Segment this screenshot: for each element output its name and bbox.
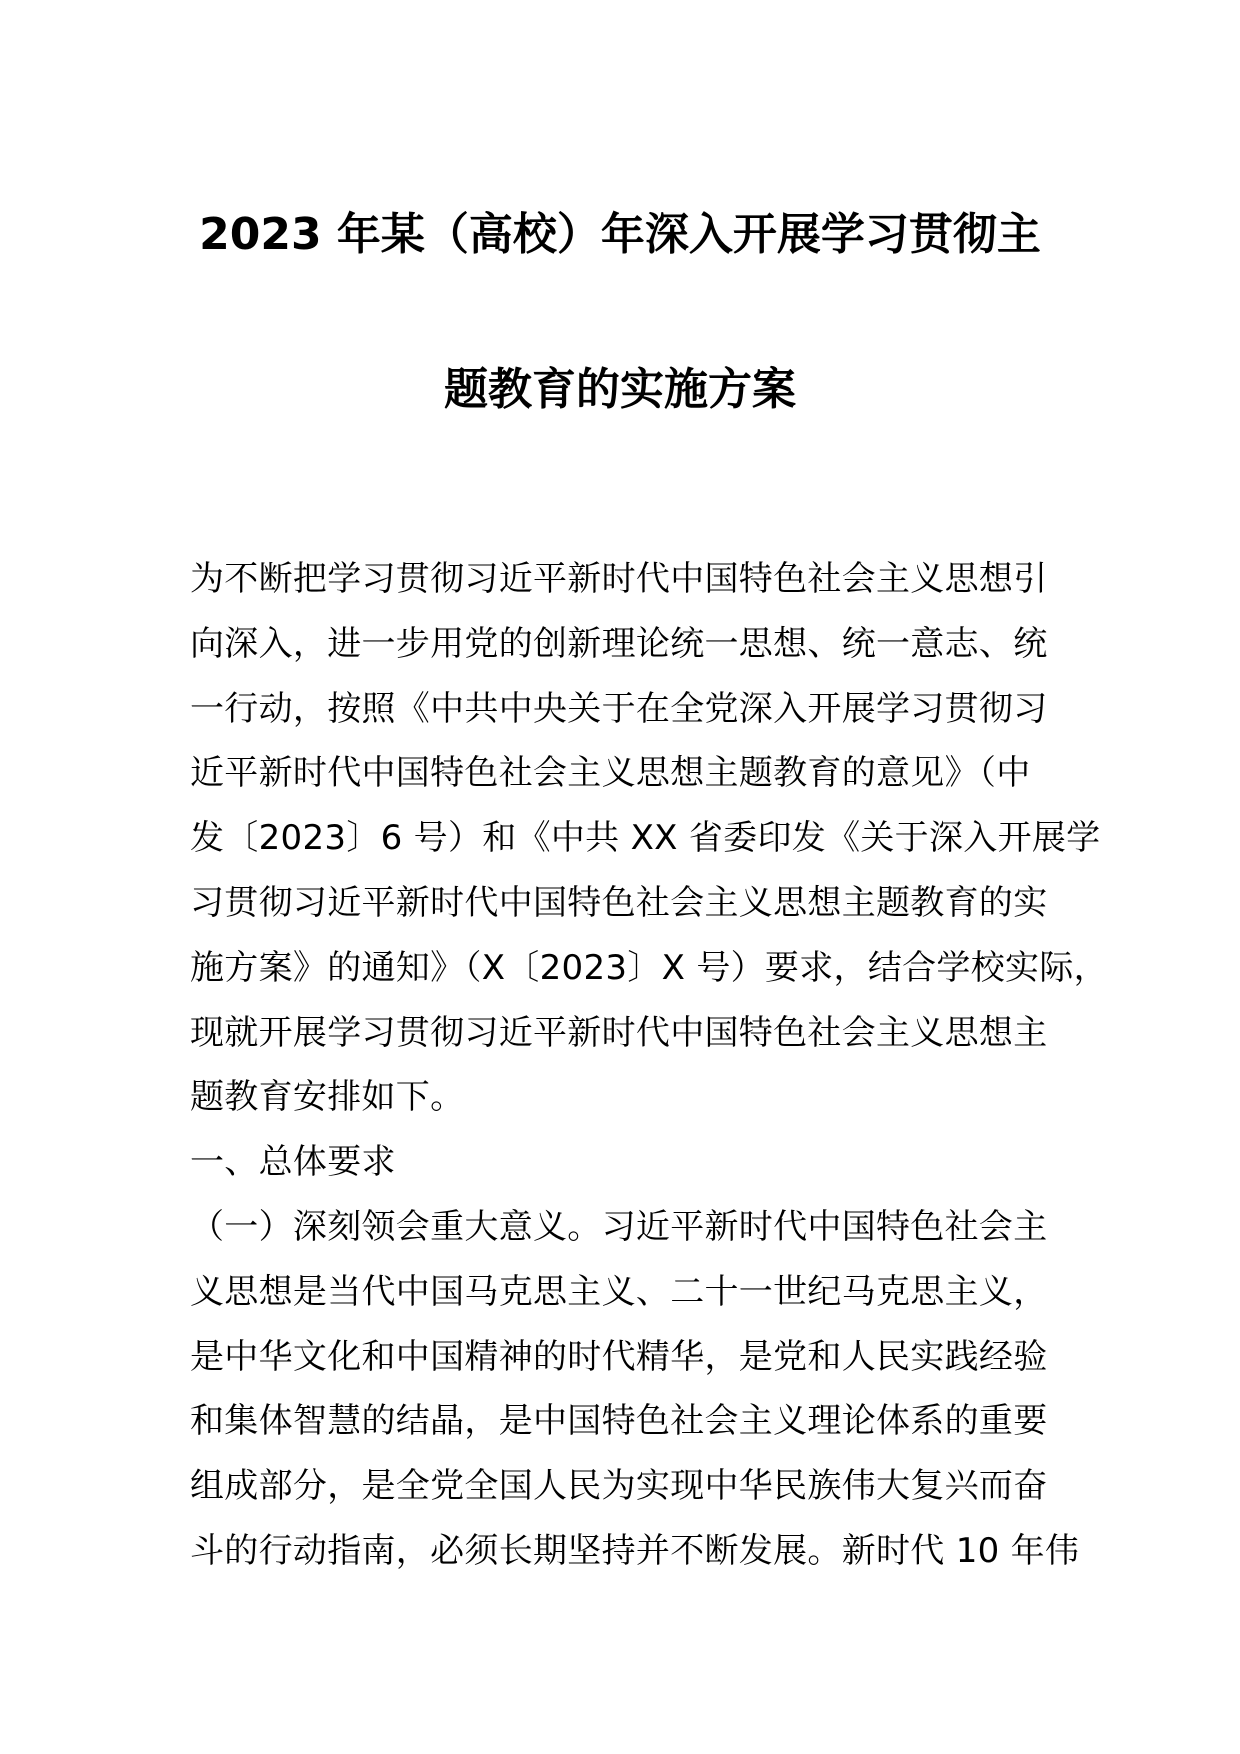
body-line: 现就开展学习贯彻习近平新时代中国特色社会主义思想主 — [190, 1012, 1048, 1053]
body-line: 组成部分，是全党全国人民为实现中华民族伟大复兴而奋 — [190, 1466, 1048, 1507]
body-line: 施方案》的通知》（X〔2023〕X 号）要求，结合学校实际， — [190, 947, 1108, 988]
document-title-line-2: 题教育的实施方案 — [444, 364, 796, 415]
body-line: 义思想是当代中国马克思主义、二十一世纪马克思主义， — [190, 1271, 1048, 1312]
document-title-line-1: 2023 年某（高校）年深入开展学习贯彻主 — [199, 209, 1041, 260]
body-line: 和集体智慧的结晶，是中国特色社会主义理论体系的重要 — [190, 1401, 1048, 1442]
body-line: 向深入，进一步用党的创新理论统一思想、统一意志、统 — [190, 623, 1048, 664]
body-line: 发〔2023〕6 号）和《中共 XX 省委印发《关于深入开展学 — [190, 818, 1101, 859]
body-line: 一行动，按照《中共中央关于在全党深入开展学习贯彻习 — [190, 688, 1048, 729]
body-line: 近平新时代中国特色社会主义思想主题教育的意见》（中 — [190, 753, 1031, 794]
body-line: 题教育安排如下。 — [190, 1077, 465, 1118]
body-line: 为不断把学习贯彻习近平新时代中国特色社会主义思想引 — [190, 559, 1048, 599]
body-line: 斗的行动指南，必须长期坚持并不断发展。新时代 10 年伟 — [190, 1530, 1080, 1571]
body-line: 习贯彻习近平新时代中国特色社会主义思想主题教育的实 — [190, 882, 1048, 923]
body-line: （一）深刻领会重大意义。习近平新时代中国特色社会主 — [190, 1206, 1048, 1247]
section-heading: 一、总体要求 — [190, 1142, 396, 1183]
body-line: 是中华文化和中国精神的时代精华，是党和人民实践经验 — [190, 1336, 1048, 1377]
document-body — [190, 547, 1108, 1584]
